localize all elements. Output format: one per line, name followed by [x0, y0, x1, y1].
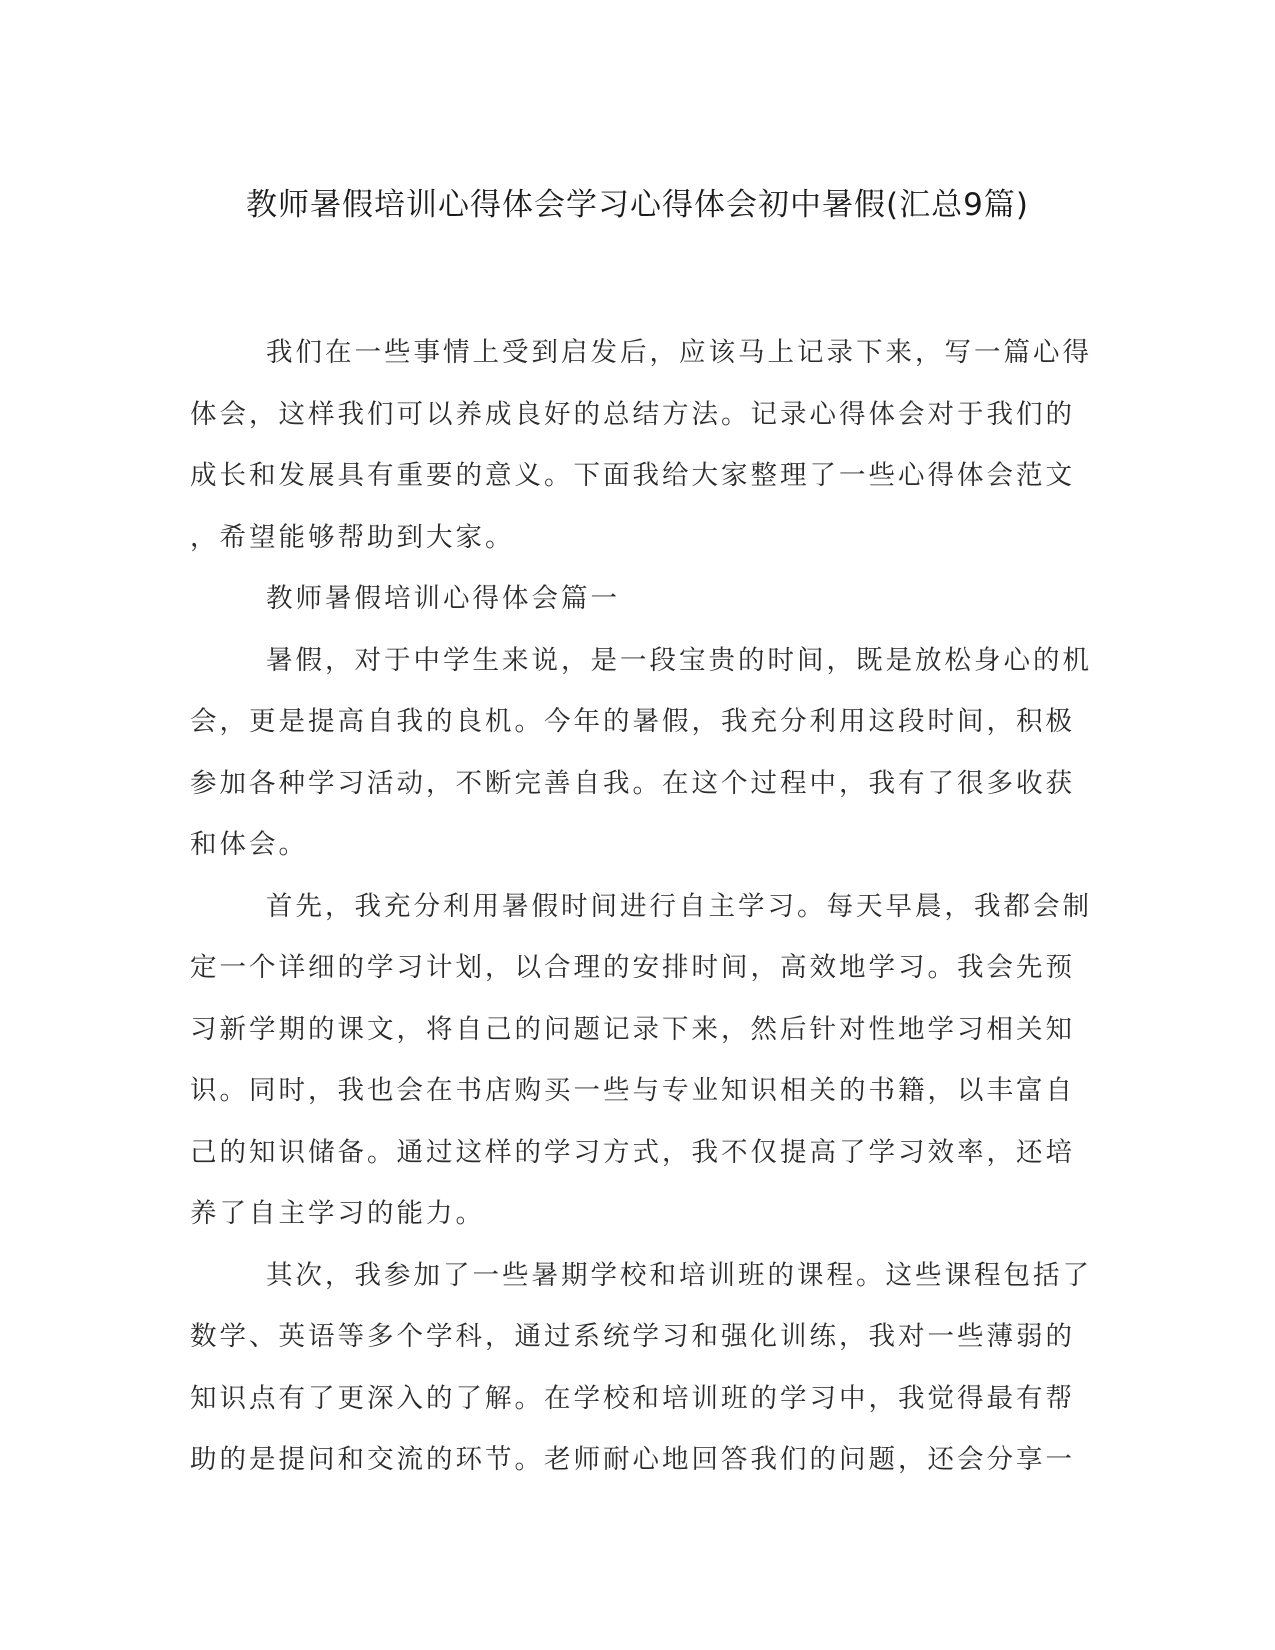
paragraph: [190, 1245, 1092, 1491]
text-line: 参加各种学习活动，不断完善自我。在这个过程中，我有了很多收获: [190, 767, 1075, 799]
text-line: 数学、英语等多个学科，通过系统学习和强化训练，我对一些薄弱的: [190, 1321, 1075, 1352]
text-line: 知识点有了更深入的了解。在学校和培训班的学习中，我觉得最有帮: [190, 1382, 1075, 1414]
text-line: 和体会。: [190, 829, 308, 860]
text-line: 教师暑假培训心得体会篇一: [266, 583, 620, 614]
section-heading: [190, 568, 1080, 630]
text-line: 暑假，对于中学生来说，是一段宝贵的时间，既是放松身心的机: [266, 644, 1092, 676]
text-line: 己的知识储备。通过这样的学习方式，我不仅提高了学习效率，还培: [190, 1136, 1075, 1168]
paragraph: [190, 322, 1092, 568]
text-line: 定一个详细的学习计划，以合理的安排时间，高效地学习。我会先预: [190, 952, 1075, 983]
text-line: 会，更是提高自我的良机。今年的暑假，我充分利用这段时间，积极: [190, 706, 1075, 737]
text-line: 识。同时，我也会在书店购买一些与专业知识相关的书籍，以丰富自: [190, 1075, 1075, 1106]
text-line: 首先，我充分利用暑假时间进行自主学习。每天早晨，我都会制: [266, 890, 1092, 922]
text-line: 我们在一些事情上受到启发后，应该马上记录下来，写一篇心得: [266, 337, 1092, 368]
document-body: [190, 322, 1092, 1491]
paragraph: [190, 876, 1092, 1245]
text-line: 成长和发展具有重要的意义。下面我给大家整理了一些心得体会范文: [190, 460, 1075, 491]
text-line: ，希望能够帮助到大家。: [190, 521, 515, 553]
text-line: 体会，这样我们可以养成良好的总结方法。记录心得体会对于我们的: [190, 398, 1075, 430]
paragraph: [190, 630, 1092, 876]
text-line: 其次，我参加了一些暑期学校和培训班的课程。这些课程包括了: [266, 1259, 1092, 1291]
text-line: 习新学期的课文，将自己的问题记录下来，然后针对性地学习相关知: [190, 1013, 1075, 1045]
document-title: 教师暑假培训心得体会学习心得体会初中暑假(汇总9篇): [246, 187, 1029, 223]
text-line: 养了自主学习的能力。: [190, 1198, 485, 1229]
text-line: 助的是提问和交流的环节。老师耐心地回答我们的问题，还会分享一: [190, 1444, 1075, 1475]
